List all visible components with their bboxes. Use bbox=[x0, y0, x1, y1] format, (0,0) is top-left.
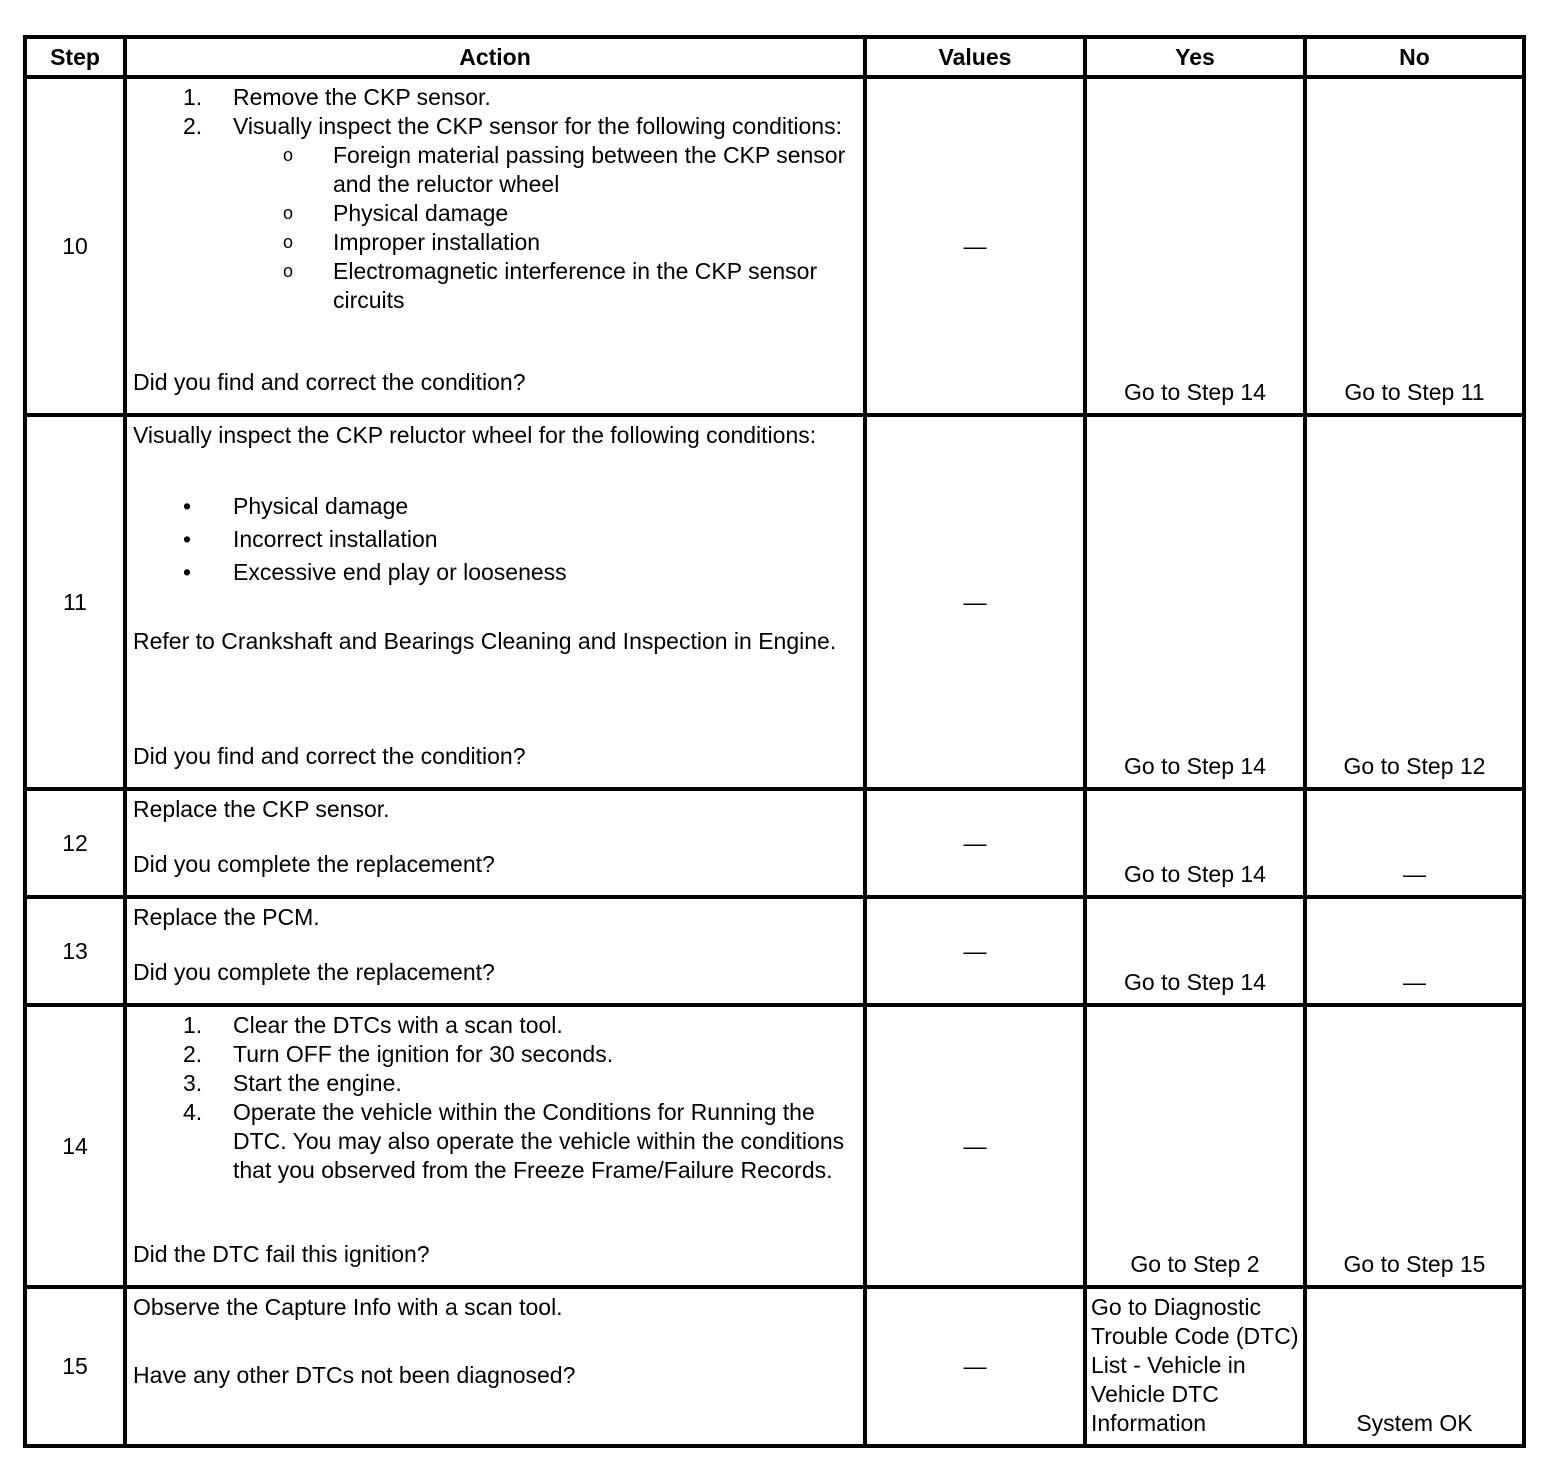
numbered-list bbox=[133, 1011, 859, 1185]
question-text: Did you find and correct the condition? bbox=[133, 369, 526, 395]
yes-cell: Go to Step 14 bbox=[1085, 789, 1305, 897]
table-row-step-10 bbox=[25, 77, 1524, 415]
no-cell: Go to Step 12 bbox=[1305, 415, 1524, 789]
step-number: 12 bbox=[25, 789, 125, 897]
question-text: Did you find and correct the condition? bbox=[133, 743, 526, 769]
step-number: 13 bbox=[25, 897, 125, 1005]
action-text: Replace the CKP sensor. bbox=[133, 796, 390, 822]
values-cell: — bbox=[865, 789, 1085, 897]
question-text: Did you complete the replacement? bbox=[133, 851, 495, 877]
step-number: 10 bbox=[25, 77, 125, 415]
yes-cell: Go to Step 2 bbox=[1085, 1005, 1305, 1287]
values-cell: — bbox=[865, 1005, 1085, 1287]
values-cell: — bbox=[865, 77, 1085, 415]
header-step: Step bbox=[25, 37, 125, 77]
list-item: 2. Turn OFF the ignition for 30 seconds. bbox=[183, 1041, 614, 1067]
table-row-step-14 bbox=[25, 1005, 1524, 1287]
list-item: • Incorrect installation bbox=[183, 526, 438, 552]
numbered-list bbox=[133, 83, 859, 315]
table-row-step-13 bbox=[25, 897, 1524, 1005]
action-cell bbox=[125, 1005, 865, 1287]
action-cell bbox=[125, 415, 865, 789]
refer-text: Refer to Crankshaft and Bearings Cleaning and Inspection in Engine. bbox=[133, 628, 837, 654]
no-cell: Go to Step 11 bbox=[1305, 77, 1524, 415]
action-text: Observe the Capture Info with a scan tool. bbox=[133, 1294, 563, 1320]
question-text: Have any other DTCs not been diagnosed? bbox=[133, 1362, 576, 1388]
yes-cell: Go to Step 14 bbox=[1085, 897, 1305, 1005]
action-cell bbox=[125, 1287, 865, 1446]
list-item: 3. Start the engine. bbox=[183, 1070, 402, 1096]
header-row bbox=[25, 37, 1524, 77]
sub-list-item: o Electromagnetic interference in the CKP sensor circuits bbox=[283, 258, 818, 313]
bullet-list bbox=[133, 490, 859, 589]
list-item: • Excessive end play or looseness bbox=[183, 559, 567, 585]
action-text: Replace the PCM. bbox=[133, 904, 320, 930]
header-yes: Yes bbox=[1085, 37, 1305, 77]
sub-list-item: o Physical damage bbox=[283, 200, 509, 226]
list-item: 4. Operate the vehicle within the Conditions for Running the DTC. You may also operate the vehicle within the conditions that you observed from the Freeze Frame/Failure Records. bbox=[183, 1099, 845, 1183]
no-cell: System OK bbox=[1305, 1287, 1524, 1446]
sub-list bbox=[133, 141, 859, 315]
action-cell bbox=[125, 789, 865, 897]
table-row-step-15 bbox=[25, 1287, 1524, 1446]
step-number: 15 bbox=[25, 1287, 125, 1446]
values-cell: — bbox=[865, 415, 1085, 789]
values-cell: — bbox=[865, 1287, 1085, 1446]
action-cell bbox=[125, 897, 865, 1005]
sub-list-item: o Improper installation bbox=[283, 229, 541, 255]
no-cell: — bbox=[1305, 789, 1524, 897]
table-row-step-11 bbox=[25, 415, 1524, 789]
question-text: Did the DTC fail this ignition? bbox=[133, 1241, 430, 1267]
intro-text: Visually inspect the CKP reluctor wheel for the following conditions: bbox=[133, 422, 817, 448]
list-item: 1. Clear the DTCs with a scan tool. bbox=[183, 1012, 563, 1038]
action-cell bbox=[125, 77, 865, 415]
step-number: 11 bbox=[25, 415, 125, 789]
list-item: 2. Visually inspect the CKP sensor for the following conditions: o Foreign material passing between the CKP sensor and the reluctor wheel o Physical damage o Improper installation o Electromagnetic interference in the CKP sensor circuits bbox=[133, 112, 859, 315]
list-item: 1. Remove the CKP sensor. bbox=[183, 84, 491, 110]
yes-cell: Go to Step 14 bbox=[1085, 415, 1305, 789]
header-no: No bbox=[1305, 37, 1524, 77]
diagnostic-table bbox=[23, 35, 1526, 1448]
table-row-step-12 bbox=[25, 789, 1524, 897]
sub-list-item: o Foreign material passing between the CKP sensor and the reluctor wheel bbox=[283, 142, 846, 197]
header-action: Action bbox=[125, 37, 865, 77]
yes-cell: Go to Step 14 bbox=[1085, 77, 1305, 415]
values-cell: — bbox=[865, 897, 1085, 1005]
no-cell: — bbox=[1305, 897, 1524, 1005]
list-item: • Physical damage bbox=[183, 493, 409, 519]
no-cell: Go to Step 15 bbox=[1305, 1005, 1524, 1287]
step-number: 14 bbox=[25, 1005, 125, 1287]
header-values: Values bbox=[865, 37, 1085, 77]
yes-cell-link: Go to Diagnostic Trouble Code (DTC) List - Vehicle in Vehicle DTC Information bbox=[1085, 1287, 1305, 1446]
question-text: Did you complete the replacement? bbox=[133, 959, 495, 985]
